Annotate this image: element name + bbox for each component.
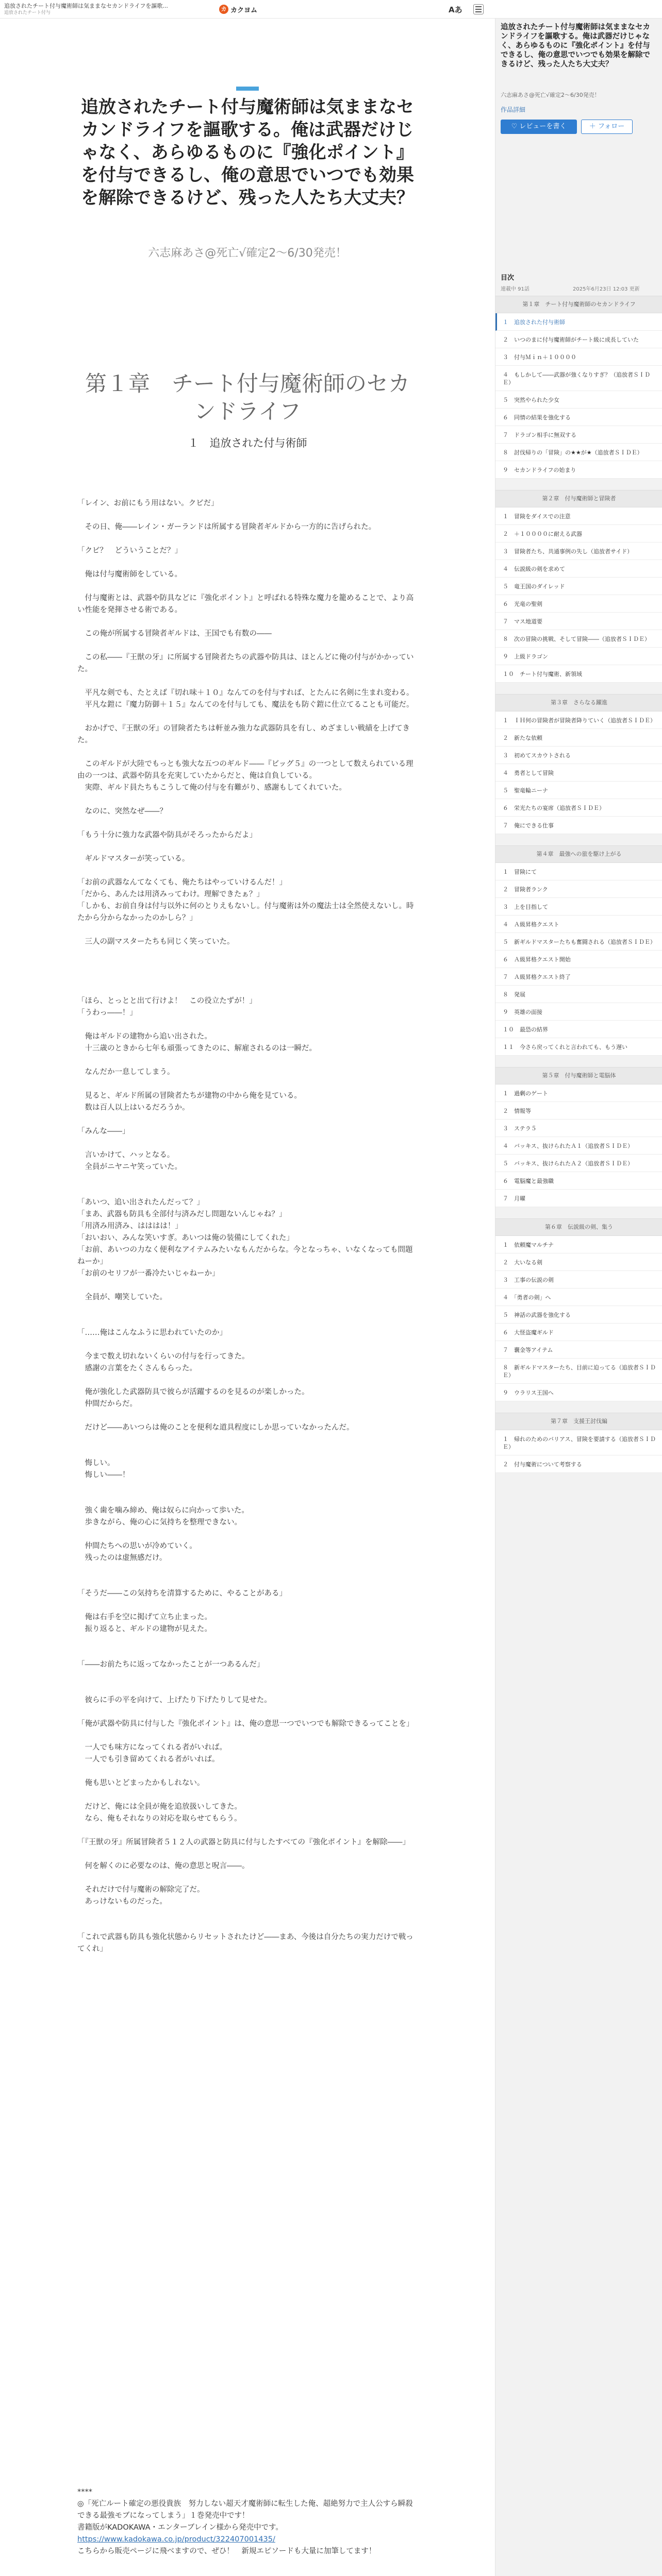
toc-episode-link[interactable]: ４ 勇者として冒険 (495, 764, 662, 782)
toc-episode-link[interactable]: ６ 栄光たちの宴席（追放者ＳＩＤＥ） (495, 799, 662, 817)
toc-episode-link[interactable]: ２ ＋１００００に耐える武器 (495, 525, 662, 543)
body-paragraph: 「あいつ、追い出されたんだって？」 (77, 1198, 204, 1207)
top-header (0, 0, 662, 19)
body-paragraph (77, 711, 418, 723)
toc-episode-link[interactable]: ８ 発展 (495, 986, 662, 1003)
toc-episode-link[interactable]: １０ チート付与魔術、新領域 (495, 665, 662, 683)
body-paragraph: 歩きながら、俺の心に気持ちを整理できない。 (77, 1518, 242, 1527)
author-note-line (77, 2557, 418, 2569)
body-paragraph: その日、俺――レイン・ガーランドは所属する冒険者ギルドから一方的に告げられた。 (77, 523, 376, 531)
body-paragraph (77, 533, 418, 545)
work-detail-link[interactable]: 作品詳細 (501, 106, 526, 113)
body-paragraph: 見ると、ギルド所属の冒険者たちが建物の中から俺を見ている。 (77, 1092, 302, 1100)
body-paragraph (77, 1647, 418, 1659)
body-paragraph: 「これで武器も防具も強化状態からリセットされたけど――まあ、今後は自分たちの実力だけで戦ってくれ」 (77, 1933, 413, 1953)
header-work-title[interactable]: 追放されたチート付与魔術師は気ままなセカンドライフを謳歌... (4, 3, 168, 9)
body-paragraph (77, 960, 418, 972)
toc-episode-link[interactable]: １ ＩＨ何の冒険者が冒険者降りていく（追放者ＳＩＤＥ） (495, 711, 662, 729)
toc-episode-link[interactable]: ６ Ａ級昇格クエスト開始 (495, 951, 662, 968)
body-paragraph (77, 616, 418, 628)
body-paragraph (77, 1671, 418, 1683)
toc-episode-link[interactable]: ５ 聖竜輪ニーナ (495, 782, 662, 799)
body-paragraph: それだけで付与魔術の解除完了だ。 (77, 1886, 205, 1894)
body-paragraph (77, 1872, 418, 1884)
toc-episode-link[interactable]: １ 冒険にて (495, 863, 662, 880)
body-paragraph (77, 1529, 418, 1540)
sidebar-work-title[interactable]: 追放されたチート付与魔術師は気ままなセカンドライフを謳歌する。俺は武器だけじゃなく、あらゆるものに『強化ポイント』を付与できるし、俺の意思でいつでも効果を解除できるけど、残った人たち大丈夫？ (501, 23, 650, 69)
body-paragraph: 「みんな――」 (77, 1127, 130, 1136)
body-paragraph: 残ったのは虚無感だけ。 (77, 1554, 167, 1562)
author-note-line: **** (77, 2488, 92, 2496)
body-paragraph (77, 1446, 418, 1458)
toc-episode-link[interactable]: ５ 新ギルドマスターたちも奮闘される（追放者ＳＩＤＥ） (495, 933, 662, 951)
body-paragraph: 悔しい。 (77, 1459, 115, 1467)
toc-episode-link[interactable]: １ 帰れのためのバリアス、冒険を要請する（追放者ＳＩＤＥ） (495, 1430, 662, 1455)
body-paragraph: 十三歳のときから七年も頑張ってきたのに、解雇されるのは一瞬だ。 (77, 1044, 317, 1053)
toc-chapter-heading: 第６章 伝説級の剣、集う (495, 1218, 662, 1236)
body-paragraph: 何を解くのに必要なのは、俺の意思と呪言――。 (77, 1862, 250, 1870)
episode-body (77, 498, 418, 1955)
toc-episode-link[interactable]: ４ バッキス、抜けられたＡ１（追放者ＳＩＤＥ） (495, 1137, 662, 1155)
author-note-line (77, 2569, 418, 2576)
toc-episode-link[interactable]: ７ 囊金等アイテム (495, 1341, 662, 1359)
body-paragraph: ギルドマスターが笑っている。 (77, 855, 190, 863)
body-paragraph (77, 1078, 418, 1090)
toc-episode-link[interactable]: ３ 上を目指して (495, 898, 662, 916)
body-paragraph: 「お前のセリフが一番冷たいじゃねーか」 (77, 1269, 220, 1278)
body-paragraph (77, 1481, 418, 1493)
toc-episode-link[interactable]: ５ 神話の武器を強化する (495, 1306, 662, 1324)
body-paragraph: 強く歯を噛み締め、俺は奴らに向かって歩いた。 (77, 1506, 249, 1515)
toc-chapter-heading: 第４章 最強への旅を駆け上がる (495, 845, 662, 863)
body-paragraph: 俺はギルドの建物から追い出された。 (77, 1032, 212, 1041)
body-paragraph (77, 1564, 418, 1576)
kakuyomu-logo-icon: カ (219, 5, 228, 14)
body-paragraph: 「クビ？ どういうことだ？」 (77, 547, 182, 555)
header-work-subtitle: 追放されたチート付与 (4, 10, 51, 15)
toc-episode-link[interactable]: １ 追放された付与術師 (495, 313, 662, 331)
body-paragraph: 「『王獣の牙』所属冒険者５１２人の武器と防具に付与したすべての『強化ポイント』を解除――」 (77, 1838, 410, 1846)
body-paragraph: 実際、ギルド員たちもこうして俺の付与を有難がり、感謝もしてくれていた。 (77, 784, 346, 792)
site-logo-text: カクヨム (230, 6, 258, 14)
body-paragraph (77, 1410, 418, 1422)
toc-episode-link[interactable]: ９ ウラリス王国へ (495, 1384, 662, 1401)
body-paragraph (77, 510, 418, 521)
toc-episode-link[interactable]: ２ 付与魔術について考察する (495, 1455, 662, 1473)
body-paragraph: 俺も思いとどまったかもしれない。 (77, 1779, 205, 1787)
body-paragraph: おかげで、『王獣の牙』の冒険者たちは軒並み強力な武器防具を有し、めざましい戦績を上げてきた。 (77, 724, 410, 744)
episode-title: １ 追放された付与術師 (188, 437, 307, 449)
body-paragraph (77, 1493, 418, 1505)
body-paragraph (77, 557, 418, 569)
body-paragraph (77, 1706, 418, 1718)
body-paragraph: 俺が強化した武器防具で彼らが活躍するのを見るのが楽しかった。 (77, 1388, 309, 1396)
toc-episode-link[interactable]: ８ 討伐帰りの「冒険」の★★が★（追放者ＳＩＤＥ） (495, 444, 662, 461)
body-paragraph (77, 1315, 418, 1327)
body-paragraph (77, 1766, 418, 1777)
toc-updated-date: 2025年6月23日 12:03 更新 (573, 286, 640, 292)
table-of-contents (495, 296, 662, 1473)
body-paragraph (77, 1339, 418, 1351)
body-paragraph: 一人でも引き留めてくれる者がいれば。 (77, 1755, 220, 1764)
body-paragraph (77, 1825, 418, 1837)
toc-episode-link[interactable]: ８ 新ギルドマスターたち、目前に迫ってる（追放者ＳＩＤＥ） (495, 1359, 662, 1384)
sidebar (495, 19, 662, 2576)
body-paragraph (77, 1600, 418, 1612)
toc-episode-link[interactable]: ２ 冒険者ランク (495, 880, 662, 898)
body-paragraph: 「……俺はこんなふうに思われていたのか」 (77, 1329, 227, 1337)
toc-episode-link[interactable]: ２ いつのまに付与魔術師がチート級に成長していた (495, 331, 662, 348)
toc-episode-link[interactable]: ７ 月曜 (495, 1190, 662, 1207)
body-paragraph: 俺は付与魔術師をしている。 (77, 570, 182, 579)
body-paragraph (77, 1303, 418, 1315)
sidebar-author[interactable]: 六志麻あさ@死亡√確定2〜6/30発売！ (501, 92, 600, 98)
toc-chapter-heading: 第３章 さらなる躍進 (495, 694, 662, 711)
body-paragraph (77, 1019, 418, 1031)
body-paragraph (77, 865, 418, 877)
toc-episode-link[interactable]: １ 過剰のゲート (495, 1084, 662, 1102)
body-paragraph: 三人の副マスターたちも同じく笑っていた。 (77, 938, 235, 946)
body-paragraph: なのに、突然なぜ――？ (77, 807, 167, 816)
body-paragraph (77, 972, 418, 984)
toc-episode-link[interactable]: １ 依頼魔マルチナ (495, 1236, 662, 1253)
body-paragraph: 「そうだ――この気持ちを清算するために、やることがある」 (77, 1589, 287, 1598)
menu-icon[interactable] (473, 4, 484, 14)
body-paragraph (77, 1789, 418, 1801)
episode-marker (236, 87, 259, 91)
toc-heading: 目次 (501, 274, 515, 282)
body-paragraph: 振り返ると、ギルドの建物が見えた。 (77, 1625, 212, 1633)
follow-button[interactable]: ＋ フォロー (581, 120, 633, 134)
toc-episode-link[interactable]: ９ 英雄の面接 (495, 1003, 662, 1021)
review-button[interactable]: ♡ レビューを書く (501, 120, 577, 134)
toc-chapter-heading: 第１章 チート付与魔術師のセカンドライフ (495, 296, 662, 313)
body-paragraph (77, 675, 418, 687)
toc-chapter-heading: 第５章 付与魔術師と電脳体 (495, 1067, 662, 1084)
body-paragraph: このギルドが大陸でもっとも強大な五つのギルド――『ビッグ５』の一つとして数えられている理由の一つは、武器や防具を充実していたからだと、俺は自負している。 (77, 760, 413, 780)
body-paragraph: だけど――あいつらは俺のことを便利な道具程度にしか思っていなかったんだ。 (77, 1423, 354, 1432)
body-paragraph: 「用済み用済み、はははは！」 (77, 1222, 183, 1230)
toc-episode-link[interactable]: ６ 電脳魔と最強職 (495, 1172, 662, 1190)
author-note-line: 書籍版がKADOKAWA・エンターブレイン様から発売中です。 (77, 2523, 283, 2532)
toc-episode-link[interactable]: ３ 工事の伝説の剣 (495, 1271, 662, 1289)
toc-episode-link[interactable]: ７ マス地道要 (495, 613, 662, 630)
toc-episode-link[interactable]: ３ 冒険者たち、共通事例の失し（追放者サイド） (495, 543, 662, 560)
body-paragraph: 感謝の言葉をたくさんもらった。 (77, 1364, 197, 1372)
body-paragraph (77, 1185, 418, 1197)
author-note-line: こちらから販売ページに飛べますので、ぜひ！ 新規エピソードも大量に加筆してます！ (77, 2547, 376, 2555)
body-paragraph: 「俺が武器や防具に付与した『強化ポイント』は、俺の意思一つでいつでも解除できるってことを」 (77, 1720, 414, 1728)
toc-episode-link[interactable]: ７ 俺にできる仕事 (495, 817, 662, 834)
toc-spacer (495, 1401, 662, 1413)
toc-episode-link[interactable]: ９ セカンドライフの始まり (495, 461, 662, 479)
toc-chapter-heading: 第２章 付与魔術師と冒険者 (495, 490, 662, 507)
body-paragraph: この俺が所属する冒険者ギルドは、王国でも有数の―― (77, 630, 272, 638)
body-paragraph: 今まで数え切れないくらいの付与を行ってきた。 (77, 1352, 250, 1361)
body-paragraph (77, 1434, 418, 1446)
body-paragraph: 「うわっ――！」 (77, 1009, 137, 1017)
body-paragraph (77, 1138, 418, 1149)
body-paragraph (77, 1849, 418, 1860)
body-paragraph: 俺は右手を空に掲げて立ち止まった。 (77, 1613, 212, 1621)
work-title: 追放されたチート付与魔術師は気ままなセカンドライフを謳歌する。俺は武器だけじゃなく、あらゆるものに『強化ポイント』を付与できるし、俺の意思でいつでも効果を解除できるけど、残った人たち大丈夫？ (81, 97, 414, 208)
toc-episode-link[interactable]: ５ バッキス、抜けられたＡ２（追放者ＳＩＤＥ） (495, 1155, 662, 1172)
toc-episode-link[interactable]: ４ 「勇者の剣」へ (495, 1289, 662, 1306)
toc-episode-link[interactable]: ３ ステラ５ (495, 1120, 662, 1137)
toc-episode-link[interactable]: １ 冒険をダイスでの注意 (495, 507, 662, 525)
toc-episode-link[interactable]: ４ もしかして――武器が強くなりすぎ？（追放者ＳＩＤＥ） (495, 366, 662, 391)
body-paragraph (77, 794, 418, 806)
body-paragraph: 「お前の武器なんてなくても、俺たちはやっていけるんだ！」 (77, 878, 287, 887)
body-paragraph: 全員が、嘲笑していた。 (77, 1293, 167, 1301)
body-paragraph: 平凡な剣でも、たとえば『切れ味＋１０』なんてのを付与すれば、とたんに名剣に生まれ変わる。 (77, 689, 414, 697)
body-paragraph (77, 924, 418, 936)
toc-spacer (495, 479, 662, 490)
toc-episode-link[interactable]: ７ ドラゴン相手に無双する (495, 426, 662, 444)
toc-spacer (495, 1207, 662, 1218)
body-paragraph: 仲間たちへの思いが冷めていく。 (77, 1542, 197, 1550)
font-size-button[interactable]: Aあ (449, 5, 462, 14)
body-paragraph: 「――お前たちに返ってなかったことが一つあるんだ」 (77, 1660, 264, 1669)
toc-episode-link[interactable]: ３ 初めてスカウトされる (495, 747, 662, 764)
body-paragraph: 仲間だからだ。 (77, 1400, 137, 1408)
body-paragraph: 「レイン、お前にもう用はない。クビだ」 (77, 499, 219, 507)
body-paragraph: 付与魔術とは、武器や防具などに『強化ポイント』と呼ばれる特殊な魔力を籠めることで、より高い性能を発揮させる術である。 (77, 594, 414, 614)
body-paragraph (77, 984, 418, 995)
toc-episode-link[interactable]: ２ 新たな依頼 (495, 729, 662, 747)
toc-episode-link[interactable]: ９ 上級ドラゴン (495, 648, 662, 665)
author-note-link[interactable]: https://www.kadokawa.co.jp/product/322407001435/ (77, 2535, 275, 2544)
toc-spacer (495, 1056, 662, 1067)
body-paragraph: 全員がニヤニヤ笑っていた。 (77, 1163, 182, 1171)
body-paragraph: 言いかけて、ハッとなる。 (77, 1151, 175, 1159)
header-work-info[interactable] (4, 2, 210, 16)
toc-episode-link[interactable]: ７ Ａ級昇格クエスト終了 (495, 968, 662, 986)
body-paragraph: なら、俺もそれなりの対応を取らせてもらう。 (77, 1815, 242, 1823)
reader-main (0, 19, 495, 2576)
body-paragraph: 平凡な鎧に『魔力防御＋１５』なんてのを付与しても、魔法をも防ぐ鎧に仕立てることも可能だ。 (77, 701, 414, 709)
toc-episode-link[interactable]: ４ 伝説級の剣を求めて (495, 560, 662, 578)
toc-episode-link[interactable]: ６ 光竜の聖剣 (495, 595, 662, 613)
toc-spacer (495, 834, 662, 845)
body-paragraph (77, 581, 418, 592)
author-note (77, 2486, 418, 2576)
chapter-title: 第１章 チート付与魔術師のセカンドライフ (85, 371, 410, 424)
toc-episode-link[interactable]: １１ 今さら戻ってくれと言われても、もう遅い (495, 1038, 662, 1056)
toc-chapter-heading: 第７章 支援王討伐編 (495, 1413, 662, 1430)
toc-episode-link[interactable]: ５ 突然やられた少女 (495, 391, 662, 409)
body-paragraph: だけど、俺には全員が俺を追放扱いしてきた。 (77, 1803, 242, 1811)
body-paragraph (77, 841, 418, 853)
toc-episode-link[interactable]: ２ 大いなる剣 (495, 1253, 662, 1271)
toc-episode-link[interactable]: １０ 最恐の結界 (495, 1021, 662, 1038)
toc-episode-status: 連載中 91話 (501, 286, 529, 292)
body-paragraph: 彼らに手の平を向けて、上げたり下げたりして見せた。 (77, 1696, 272, 1704)
body-paragraph (77, 1576, 418, 1588)
toc-episode-link[interactable]: ６ 同情の結果を強化する (495, 409, 662, 426)
body-paragraph: 「ほら、とっとと出て行けよ！ この役立たずが！」 (77, 997, 257, 1005)
body-paragraph (77, 1280, 418, 1292)
body-paragraph (77, 640, 418, 652)
body-paragraph (77, 1920, 418, 1931)
toc-spacer (495, 683, 662, 694)
body-paragraph (77, 747, 418, 758)
body-paragraph: 「おいおい、みんな笑いすぎ。あいつは俺の装備にしてくれた」 (77, 1234, 294, 1242)
body-paragraph: 「しかも、お前自身は付与以外に何のとりえもないし。付与魔術は外の魔法士は全然使えないし。時たから分からなかったのかしら？」 (77, 902, 414, 922)
toc-episode-link[interactable]: ８ 次の冒険の挑戦、そして冒険――（追放者ＳＩＤＥ） (495, 630, 662, 648)
body-paragraph: 「お前、あいつの力なく便利なアイテムみたいなもんだからな。今となっちゃ、いなくなっても問題ねーか」 (77, 1246, 413, 1266)
body-paragraph: なんだか一息してしまう。 (77, 1068, 175, 1076)
body-paragraph (77, 1114, 418, 1126)
body-paragraph (77, 1055, 418, 1066)
body-paragraph (77, 818, 418, 829)
toc-episode-link[interactable]: ５ 竜王国のダイレッド (495, 578, 662, 595)
body-paragraph (77, 1730, 418, 1742)
toc-episode-link[interactable]: ６ 大怪盗魔ギルド (495, 1324, 662, 1341)
body-paragraph: この私――『王獣の牙』に所属する冒険者たちの武器や防具は、ほとんどに俺の付与がかかっていた。 (77, 653, 414, 673)
toc-episode-link[interactable]: ４ Ａ級昇格クエスト (495, 916, 662, 933)
site-logo[interactable] (219, 5, 257, 14)
body-paragraph: あっけないものだった。 (77, 1897, 167, 1906)
body-paragraph: 数は百人以上はいるだろうか。 (77, 1104, 190, 1112)
author-note-line: ◎「死亡ルート確定の悪役貴族 努力しない超天才魔術師に転生した俺、超絶努力で主人公すら瞬殺できる最強モブになってしまう」１巻発売中です！ (77, 2500, 413, 2520)
author-name[interactable]: 六志麻あさ@死亡√確定2〜6/30発売！ (148, 247, 347, 260)
toc-episode-link[interactable]: ３ 付与Ｍｉｎ＋１００００ (495, 348, 662, 366)
body-paragraph (77, 1375, 418, 1386)
body-paragraph (77, 948, 418, 960)
body-paragraph (77, 1908, 418, 1920)
body-paragraph: 「だから、あんたは用済みってわけ。理解できたぁ？」 (77, 890, 264, 899)
body-paragraph: 「もう十分に強力な武器や防具がそろったからだよ」 (77, 831, 257, 839)
toc-episode-link[interactable]: ２ 情報等 (495, 1102, 662, 1120)
body-paragraph (77, 1635, 418, 1647)
body-paragraph: 一人でも味方になってくれる者がいれば。 (77, 1743, 227, 1752)
body-paragraph: 悔しい――！ (77, 1471, 130, 1479)
body-paragraph (77, 1683, 418, 1694)
body-paragraph: 「まあ、武器も防具も全部付与済みだし問題ないんじゃね？」 (77, 1210, 287, 1218)
body-paragraph (77, 1173, 418, 1185)
